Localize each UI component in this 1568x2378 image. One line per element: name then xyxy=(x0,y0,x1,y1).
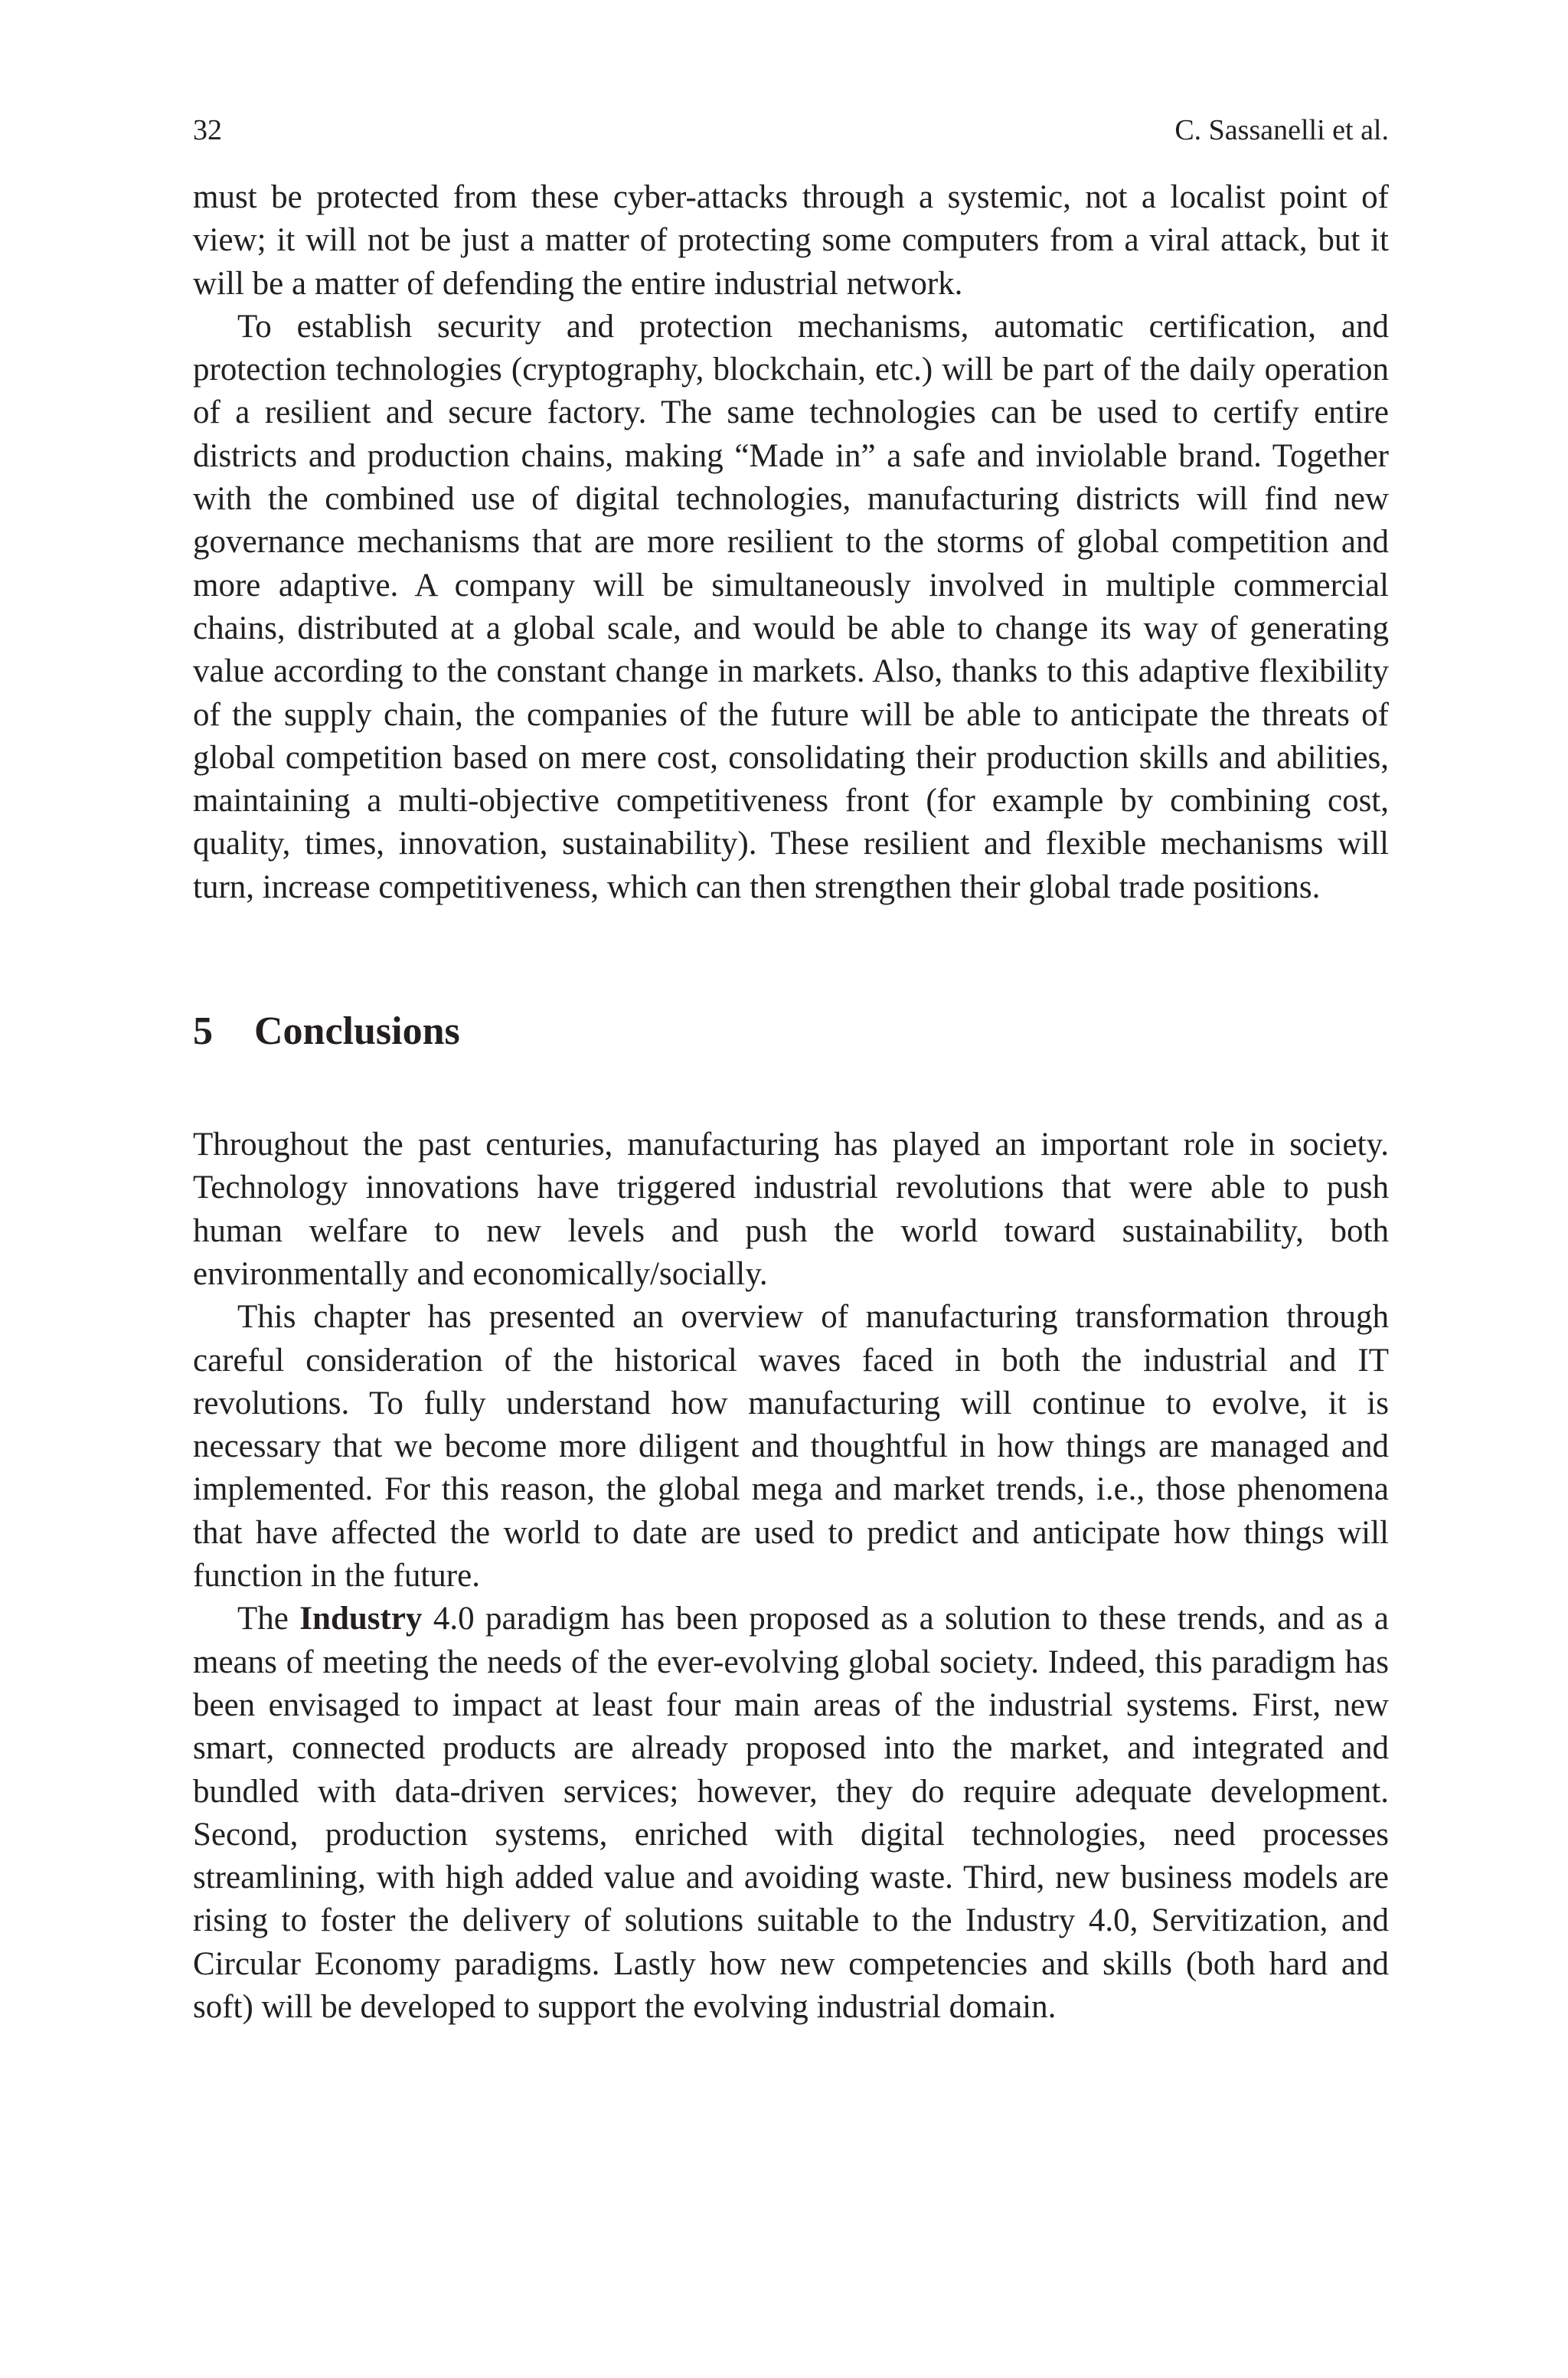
paragraph: To establish security and protection mechanisms, automatic certification, and protection technologies (cryptography, blockchain, etc.) will be part of the daily operation of a resilient and secure factory. The same technologies can be used to certify entire districts and production chains, making “Made in” a safe and inviolable brand. Together with the combined use of digital technologies, manufacturing districts will find new governance mechanisms that are more resilient to the storms of global competition and more adaptive. A company will be simultaneously involved in multiple commercial chains, distributed at a global scale, and would be able to change its way of generating value according to the constant change in markets. Also, thanks to this adaptive flexibility of the supply chain, the companies of the future will be able to anticipate the threats of global competition based on mere cost, consolidating their production skills and abilities, maintaining a multi-objective competitiveness front (for example by combining cost, quality, times, innovation, sustainability). These resilient and flexible mechanisms will turn, increase competitiveness, which can then strengthen their global trade positions. xyxy=(193,308,1389,905)
page-number: 32 xyxy=(193,114,222,146)
section-title: Conclusions xyxy=(254,1009,460,1054)
paragraph: This chapter has presented an overview of manufacturing transformation through careful consideration of the historical waves faced in both the industrial and IT revolutions. To fully understand how manufacturing will continue to evolve, it is necessary that we become more diligent and thoughtful in how things are managed and implemented. For this reason, the global mega and market trends, i.e., those phenomena that have affected the world to date are used to predict and anticipate how things will function in the future. xyxy=(193,1299,1389,1595)
running-head-authors: C. Sassanelli et al. xyxy=(1174,114,1389,146)
section-heading xyxy=(193,1009,1389,1055)
paragraph: Throughout the past centuries, manufacturing has played an important role in society. Technology innovations have triggered industrial revolutions that were able to push human welfare to new levels and push the world toward sustainability, both environmentally and economically/socially. xyxy=(193,1127,1389,1292)
section-number: 5 xyxy=(193,1009,213,1054)
paragraph xyxy=(193,1598,1389,2029)
running-head xyxy=(193,115,1389,146)
page xyxy=(193,115,1389,2029)
paragraph-rest: 4.0 paradigm has been proposed as a solution to these trends, and as a means of meeting the needs of the ever-evolving global society. Indeed, this paradigm has been envisaged to impact at least four main areas of the industrial systems. First, new smart, connected products are already proposed into the market, and integrated and bundled with data-driven services; however, they do require adequate development. Second, production systems, enriched with digital technologies, need processes streamlining, with high added value and avoiding waste. Third, new business models are rising to foster the delivery of solutions suitable to the Industry 4.0, Servitization, and Circular Economy paradigms. Lastly how new competencies and skills (both hard and soft) will be developed to support the evolving industrial domain. xyxy=(193,1601,1389,2025)
paragraph-lead: The xyxy=(237,1601,300,1637)
bold-term: Industry xyxy=(299,1601,423,1637)
paragraph: must be protected from these cyber-attacks through a systemic, not a localist point of view; it will not be just a matter of protecting some computers from a viral attack, but it will be a matter of defending the entire industrial network. xyxy=(193,179,1389,302)
